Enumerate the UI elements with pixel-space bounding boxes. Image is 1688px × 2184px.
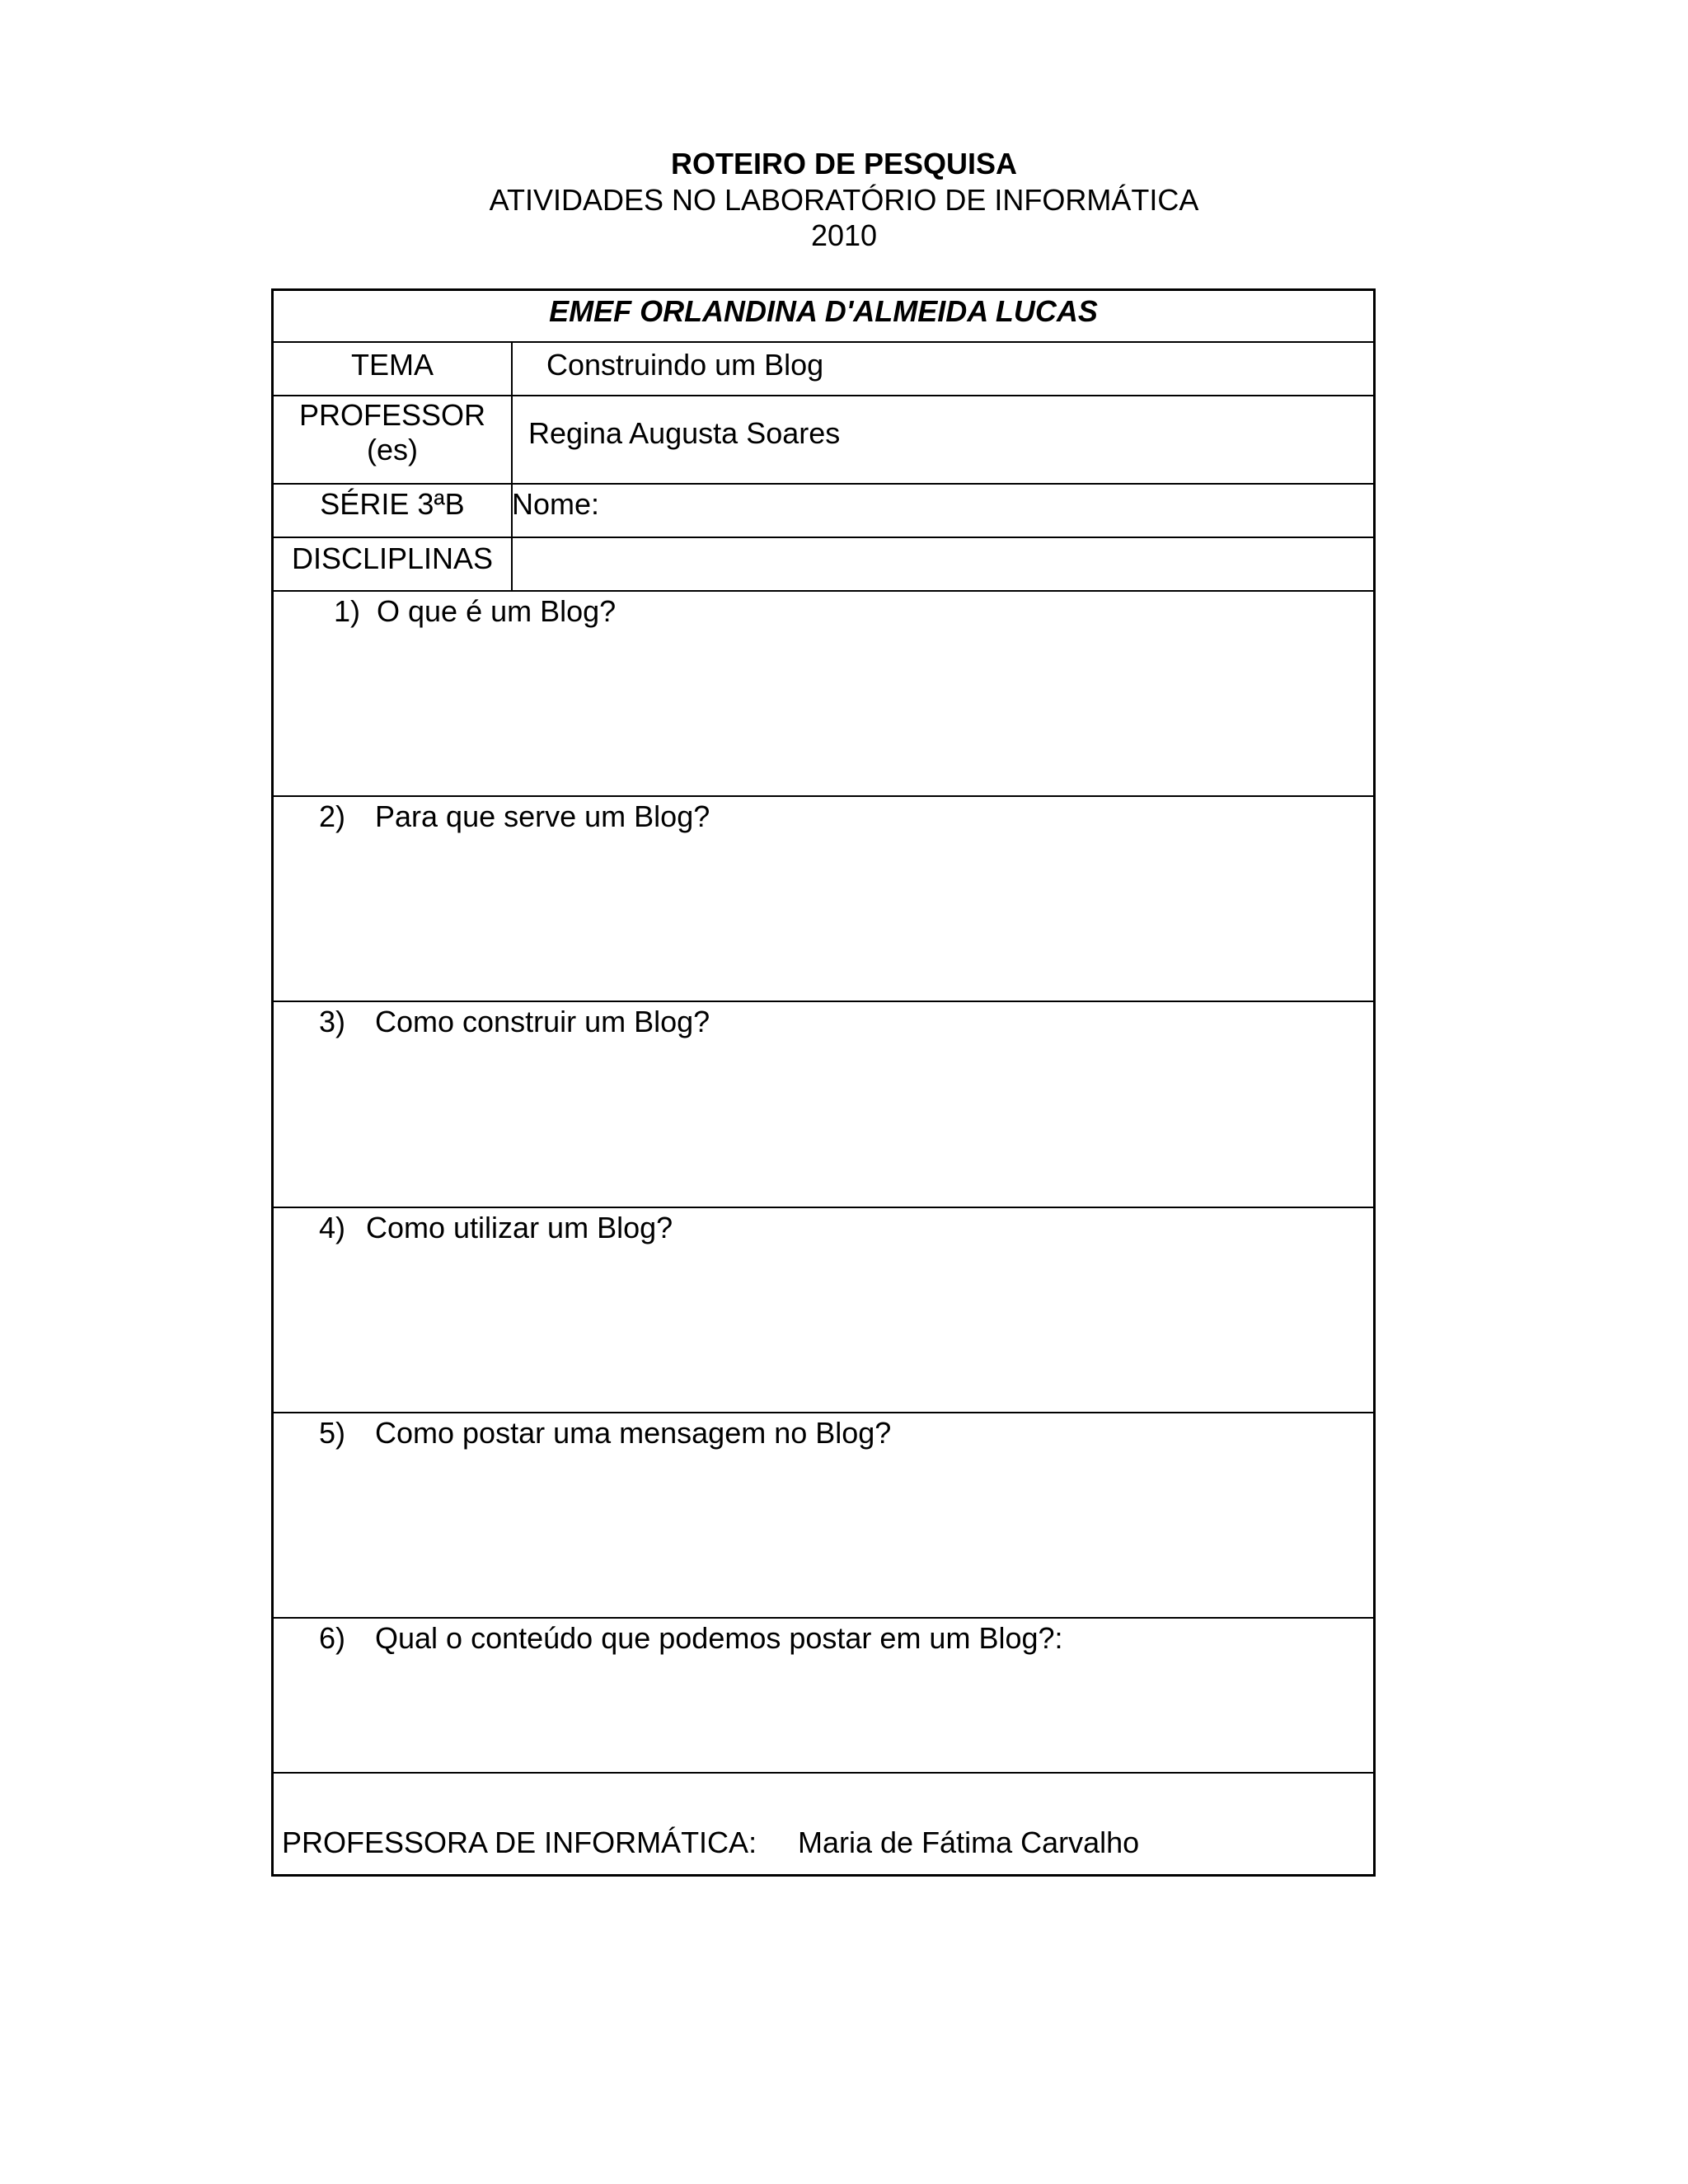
- footer-label: PROFESSORA DE INFORMÁTICA:: [282, 1825, 757, 1859]
- row-divider: [274, 795, 1373, 797]
- tema-value: Construindo um Blog: [546, 348, 824, 382]
- document-year: 2010: [810, 218, 878, 252]
- row-divider: [274, 1207, 1373, 1208]
- question-number: 3): [319, 1005, 346, 1038]
- row-divider: [274, 395, 1373, 396]
- row-divider: [274, 537, 1373, 538]
- professor-label-suffix: (es): [367, 433, 418, 466]
- disciplinas-label: DISCLIPLINAS: [291, 541, 494, 575]
- row-divider: [274, 1412, 1373, 1413]
- school-name: EMEF ORLANDINA D'ALMEIDA LUCAS: [549, 294, 1098, 328]
- document-subtitle: ATIVIDADES NO LABORATÓRIO DE INFORMÁTICA: [489, 183, 1199, 217]
- question-text: Como construir um Blog?: [375, 1005, 710, 1038]
- professor-label: PROFESSOR: [298, 398, 486, 432]
- row-divider: [274, 590, 1373, 592]
- question-number: 4): [319, 1211, 346, 1244]
- research-form: [271, 288, 1376, 1877]
- row-divider: [274, 341, 1373, 343]
- row-divider: [274, 1617, 1373, 1619]
- question-text: Para que serve um Blog?: [375, 799, 710, 833]
- question-text: Qual o conteúdo que podemos postar em um Blog?:: [375, 1621, 1063, 1655]
- professor-value: Regina Augusta Soares: [528, 416, 841, 450]
- document-title: ROTEIRO DE PESQUISA: [670, 147, 1018, 180]
- row-divider: [274, 483, 1373, 485]
- row-divider: [274, 1001, 1373, 1002]
- question-number: 2): [319, 799, 346, 833]
- question-text: O que é um Blog?: [377, 594, 617, 628]
- question-number: 5): [319, 1416, 346, 1450]
- serie-label: SÉRIE 3ªB: [320, 487, 465, 521]
- nome-label: Nome:: [512, 487, 600, 521]
- footer-teacher-name: Maria de Fátima Carvalho: [798, 1825, 1140, 1859]
- row-divider: [274, 1772, 1373, 1774]
- question-text: Como utilizar um Blog?: [366, 1211, 673, 1244]
- question-number: 1): [334, 594, 361, 628]
- question-number: 6): [319, 1621, 346, 1655]
- tema-label: TEMA: [350, 348, 434, 382]
- question-text: Como postar uma mensagem no Blog?: [375, 1416, 892, 1450]
- column-divider: [511, 341, 513, 590]
